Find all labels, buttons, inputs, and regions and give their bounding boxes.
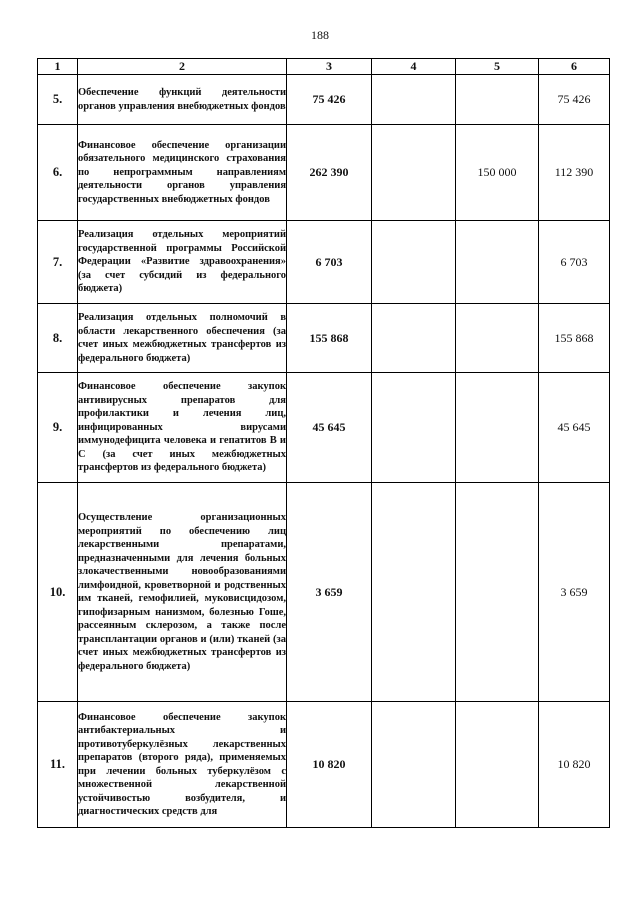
- row-name: Финансовое обеспечение организации обязательного медицинского страхования по непрограммным направлениям деятельности органов управления государственных внебюджетных фондов: [78, 125, 287, 221]
- row-name: Обеспечение функций деятельности органов управления внебюджетных фондов: [78, 75, 287, 125]
- cell-col-6: 112 390: [539, 125, 610, 221]
- cell-col-5: [456, 221, 539, 304]
- cell-col-4: [372, 221, 456, 304]
- cell-col-4: [372, 373, 456, 483]
- cell-col-5: [456, 304, 539, 373]
- cell-col-6: 75 426: [539, 75, 610, 125]
- cell-col-6: 3 659: [539, 483, 610, 702]
- cell-col-5: [456, 373, 539, 483]
- table-row: [38, 304, 610, 373]
- table-row: [38, 221, 610, 304]
- table-row: [38, 373, 610, 483]
- cell-col-3: 262 390: [287, 125, 372, 221]
- budget-table: [37, 58, 610, 828]
- column-header-4: 4: [372, 59, 456, 75]
- cell-col-5: 150 000: [456, 125, 539, 221]
- cell-col-4: [372, 75, 456, 125]
- table-row: [38, 75, 610, 125]
- cell-col-4: [372, 702, 456, 828]
- row-name: Финансовое обеспечение закупок антивирусных препаратов для профилактики и лечения лиц, инфицированных вирусами иммунодефицита человека и гепатитов В и С (за счет иных межбюджетных трансфертов из федерального бюджета): [78, 373, 287, 483]
- cell-col-4: [372, 125, 456, 221]
- cell-col-6: 6 703: [539, 221, 610, 304]
- cell-col-3: 75 426: [287, 75, 372, 125]
- row-number: 9.: [38, 373, 78, 483]
- table-row: [38, 125, 610, 221]
- cell-col-6: 10 820: [539, 702, 610, 828]
- cell-col-6: 45 645: [539, 373, 610, 483]
- cell-col-6: 155 868: [539, 304, 610, 373]
- table-header-row: [38, 59, 610, 75]
- row-name: Финансовое обеспечение закупок антибактериальных и противотуберкулёзных лекарственных препаратов (второго ряда), применяемых при лечении больных туберкулёзом с множественной лекарственной устойчивостью возбудителя, и диагностических средств для: [78, 702, 287, 828]
- column-header-3: 3: [287, 59, 372, 75]
- cell-col-3: 45 645: [287, 373, 372, 483]
- table-row: [38, 483, 610, 702]
- row-number: 7.: [38, 221, 78, 304]
- row-name: Осуществление организационных мероприятий по обеспечению лиц лекарственными препаратами, предназначенными для лечения больных злокачественными новообразованиями лимфоидной, кроветворной и родственных им тканей, гемофилией, муковисцидозом, гипофизарным нанизмом, болезнью Гоше, рассеянным склерозом, а также после трансплантации органов и (или) тканей (за счет иных межбюджетных трансфертов из федерального бюджета): [78, 483, 287, 702]
- cell-col-4: [372, 483, 456, 702]
- column-header-2: 2: [78, 59, 287, 75]
- cell-col-3: 10 820: [287, 702, 372, 828]
- cell-col-5: [456, 75, 539, 125]
- table-row: [38, 702, 610, 828]
- row-number: 8.: [38, 304, 78, 373]
- cell-col-4: [372, 304, 456, 373]
- cell-col-3: 3 659: [287, 483, 372, 702]
- column-header-1: 1: [38, 59, 78, 75]
- row-name: Реализация отдельных полномочий в области лекарственного обеспечения (за счет иных межбюджетных трансфертов из федерального бюджета): [78, 304, 287, 373]
- row-number: 11.: [38, 702, 78, 828]
- column-header-6: 6: [539, 59, 610, 75]
- row-name: Реализация отдельных мероприятий государственной программы Российской Федерации «Развитие здравоохранения» (за счет субсидий из федерального бюджета): [78, 221, 287, 304]
- cell-col-3: 155 868: [287, 304, 372, 373]
- row-number: 6.: [38, 125, 78, 221]
- page-number: 188: [311, 28, 329, 42]
- cell-col-5: [456, 702, 539, 828]
- cell-col-3: 6 703: [287, 221, 372, 304]
- column-header-5: 5: [456, 59, 539, 75]
- row-number: 5.: [38, 75, 78, 125]
- row-number: 10.: [38, 483, 78, 702]
- cell-col-5: [456, 483, 539, 702]
